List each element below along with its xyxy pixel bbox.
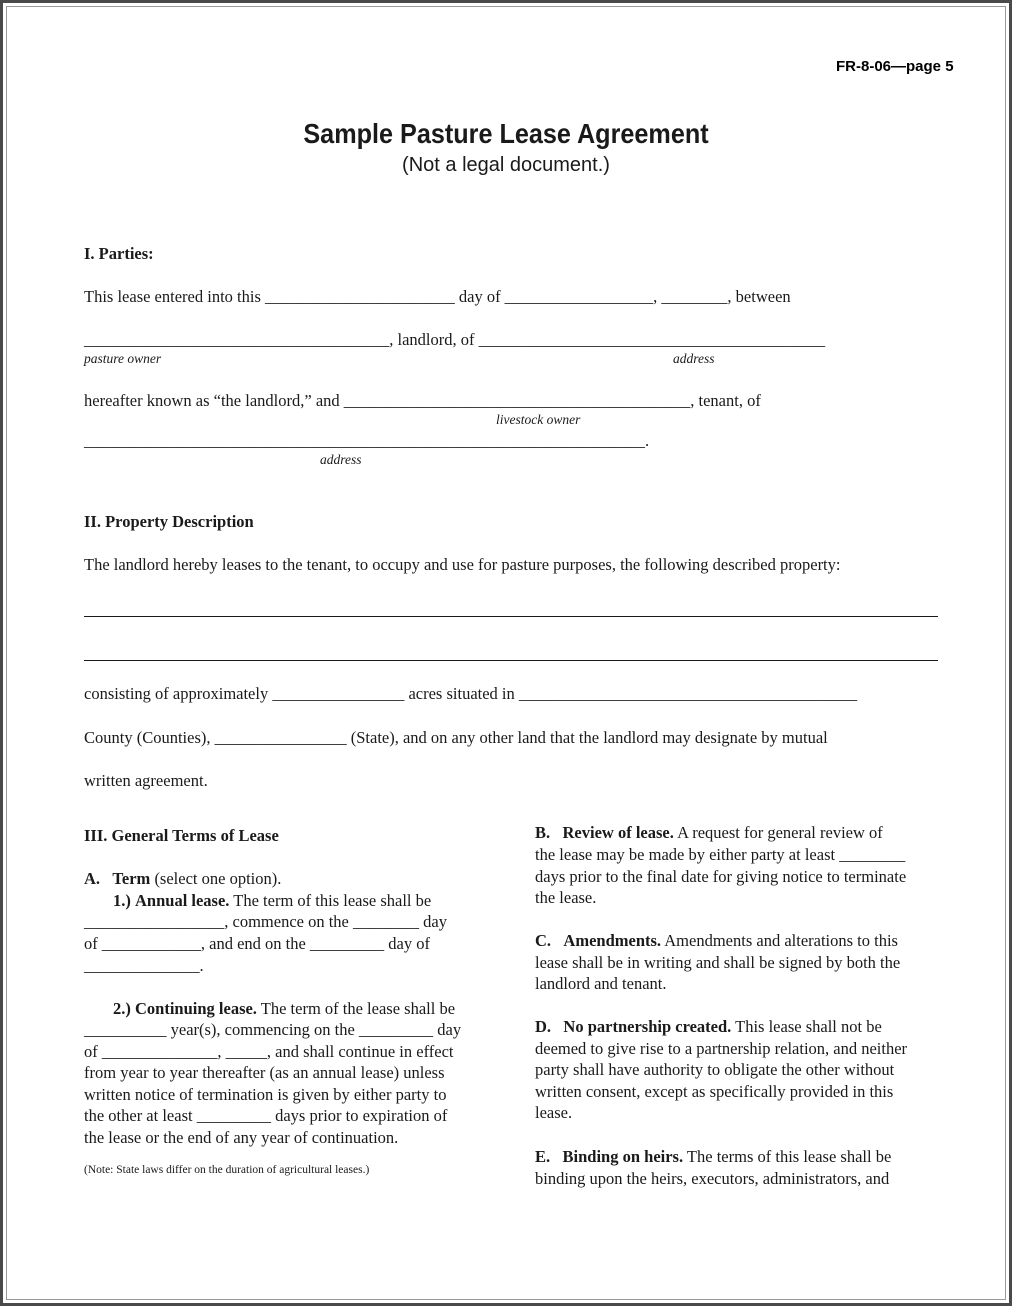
annual-lease-line (113, 891, 431, 911)
amendments-label: C. (535, 931, 552, 950)
continuing-lease-line (113, 999, 455, 1019)
partnership-line-4: written consent, except as specifically provided in this (535, 1082, 894, 1101)
heirs-title: Binding on heirs. (562, 1147, 684, 1166)
property-line-acres: consisting of approximately ________________ acres situated in _________________________________________ (84, 684, 858, 703)
continuing-lease-line-2: __________ year(s), commencing on the _________ day (84, 1020, 462, 1039)
review-line-3: days prior to the final date for giving notice to terminate (535, 867, 907, 886)
property-blank-line-2 (84, 660, 938, 661)
amendments-rest: Amendments and alterations to this (661, 931, 898, 950)
review-line-2: the lease may be made by either party at least ________ (535, 845, 906, 864)
partnership-line-2: deemed to give rise to a partnership relation, and neither (535, 1039, 908, 1058)
page-id: FR-8-06—page 5 (836, 58, 954, 75)
caption-pasture-owner: pasture owner (84, 351, 162, 366)
parties-line-tenant: hereafter known as “the landlord,” and __________________________________________, tenant, of (84, 391, 761, 410)
annual-lease-title: Annual lease. (135, 891, 230, 910)
general-terms-heading: III. General Terms of Lease (84, 826, 279, 845)
partnership-rest: This lease shall not be (731, 1017, 882, 1036)
amendments-title: Amendments. (563, 931, 662, 950)
partnership-line-3: party shall have authority to obligate the other without (535, 1060, 895, 1079)
document-subtitle: (Not a legal document.) (402, 154, 610, 176)
partnership-title: No partnership created. (563, 1017, 732, 1036)
parties-line-landlord: _____________________________________, landlord, of __________________________________________ (84, 330, 826, 349)
term-a-title: Term (112, 869, 151, 888)
review-line-4: the lease. (535, 888, 597, 907)
review-title: Review of lease. (562, 823, 674, 842)
term-a-rest: (select one option). (150, 869, 282, 888)
review-rest: A request for general review of (673, 823, 883, 842)
property-blank-line-1 (84, 616, 938, 617)
caption-livestock-owner: livestock owner (496, 412, 581, 427)
parties-heading: I. Parties: (84, 244, 154, 263)
document-title: Sample Pasture Lease Agreement (303, 118, 709, 149)
continuing-lease-line-5: written notice of termination is given by either party to (84, 1085, 447, 1104)
caption-landlord-address: address (673, 351, 715, 366)
continuing-lease-title: Continuing lease. (135, 999, 257, 1018)
continuing-lease-line-7: the lease or the end of any year of continuation. (84, 1128, 399, 1147)
amendments-line (535, 931, 898, 951)
property-intro: The landlord hereby leases to the tenant, to occupy and use for pasture purposes, the following described property: (84, 555, 841, 574)
property-line-written: written agreement. (84, 771, 208, 790)
duration-note: (Note: State laws differ on the duration of agricultural leases.) (84, 1164, 370, 1176)
annual-lease-rest: The term of this lease shall be (229, 891, 432, 910)
partnership-label: D. (535, 1017, 552, 1036)
heirs-line-2: binding upon the heirs, executors, administrators, and (535, 1169, 890, 1188)
continuing-lease-line-4: from year to year thereafter (as an annual lease) unless (84, 1063, 445, 1082)
annual-lease-line-3: of ____________, and end on the _________ day of (84, 934, 430, 953)
continuing-lease-line-6: the other at least _________ days prior to expiration of (84, 1106, 448, 1125)
parties-line-tenant-address: ____________________________________________________________________. (84, 431, 650, 450)
annual-lease-line-4: ______________. (84, 956, 204, 975)
continuing-lease-line-3: of ______________, _____, and shall continue in effect (84, 1042, 454, 1061)
property-line-county: County (Counties), ________________ (State), and on any other land that the landlord may designate by mutual (84, 728, 828, 747)
partnership-line (535, 1017, 882, 1037)
heirs-rest: The terms of this lease shall be (683, 1147, 892, 1166)
term-a-label: A. (84, 869, 101, 888)
property-heading: II. Property Description (84, 512, 254, 531)
heirs-line (535, 1147, 891, 1167)
heirs-label: E. (535, 1147, 551, 1166)
continuing-lease-rest: The term of the lease shall be (256, 999, 456, 1018)
parties-line-date: This lease entered into this _______________________ day of __________________, ________, between (84, 287, 791, 306)
amendments-line-2: lease shall be in writing and shall be signed by both the (535, 953, 901, 972)
review-line (535, 823, 883, 843)
continuing-lease-label: 2.) (113, 999, 131, 1018)
annual-lease-line-2: _________________, commence on the ________ day (84, 912, 447, 931)
caption-tenant-address: address (320, 452, 362, 467)
annual-lease-label: 1.) (113, 891, 131, 910)
term-a-line (84, 869, 281, 889)
review-label: B. (535, 823, 551, 842)
amendments-line-3: landlord and tenant. (535, 974, 667, 993)
partnership-line-5: lease. (535, 1103, 573, 1122)
